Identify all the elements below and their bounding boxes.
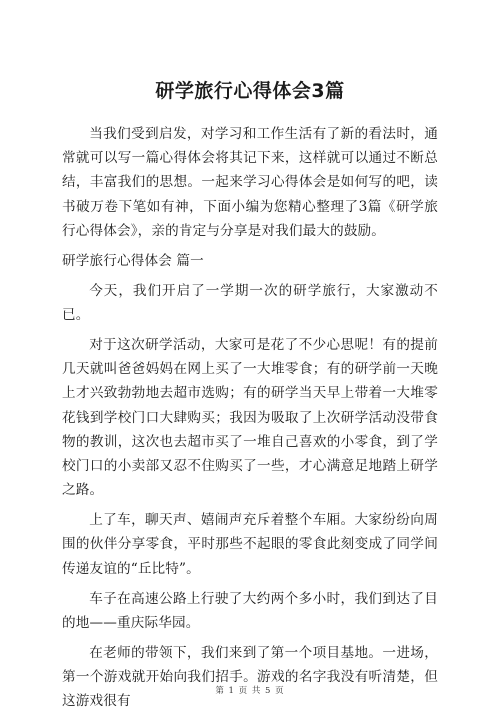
page-footer: 第 1 页 共 5 页 [215,686,285,696]
document-title: 研学旅行心得体会3篇 [155,80,345,102]
intro-paragraph: 当我们受到启发，对学习和工作生活有了新的看法时，通常就可以写一篇心得体会将其记下来，这样就可以通过不断总结，丰富我们的思想。一起来学习心得体会是如何写的吧，读书破万卷下笔如有神，下面小编为您精心整理了3篇《研学旅行心得体会》，亲的肯定与分享是对我们最大的鼓励。 [62,126,438,239]
body-paragraph: 上了车，聊天声、嬉闹声充斥着整个车厢。大家纷纷向周围的伙伴分享零食，平时那些不起眼的零食此刻变成了同学间传递友谊的“丘比特”。 [62,512,438,577]
document-body [62,122,438,719]
body-paragraph: 在老师的带领下，我们来到了第一个项目基地。一进场，第一个游戏就开始向我们招手。游戏的名字我没有听清楚，但这游戏很有 [62,644,438,710]
section-heading: 研学旅行心得体会 篇一 [62,252,204,269]
body-paragraph: 车子在高速公路上行驶了大约两个多小时，我们到达了目的地——重庆际华园。 [62,590,438,631]
body-paragraph: 对于这次研学活动，大家可是花了不少心思呢！有的提前几天就叫爸爸妈妈在网上买了一大堆零食；有的研学前一天晚上才兴致勃勃地去超市选购；有的研学当天早上带着一大堆零花钱到学校门口大肆购买；我因为吸取了上次研学活动没带食物的教训，这次也去超市买了一堆自己喜欢的小零食，到了学校门口的小卖部又忍不住购买了一些，才心满意足地踏上研学之路。 [62,337,438,499]
body-paragraph: 今天，我们开启了一学期一次的研学旅行，大家激动不已。 [62,282,438,324]
